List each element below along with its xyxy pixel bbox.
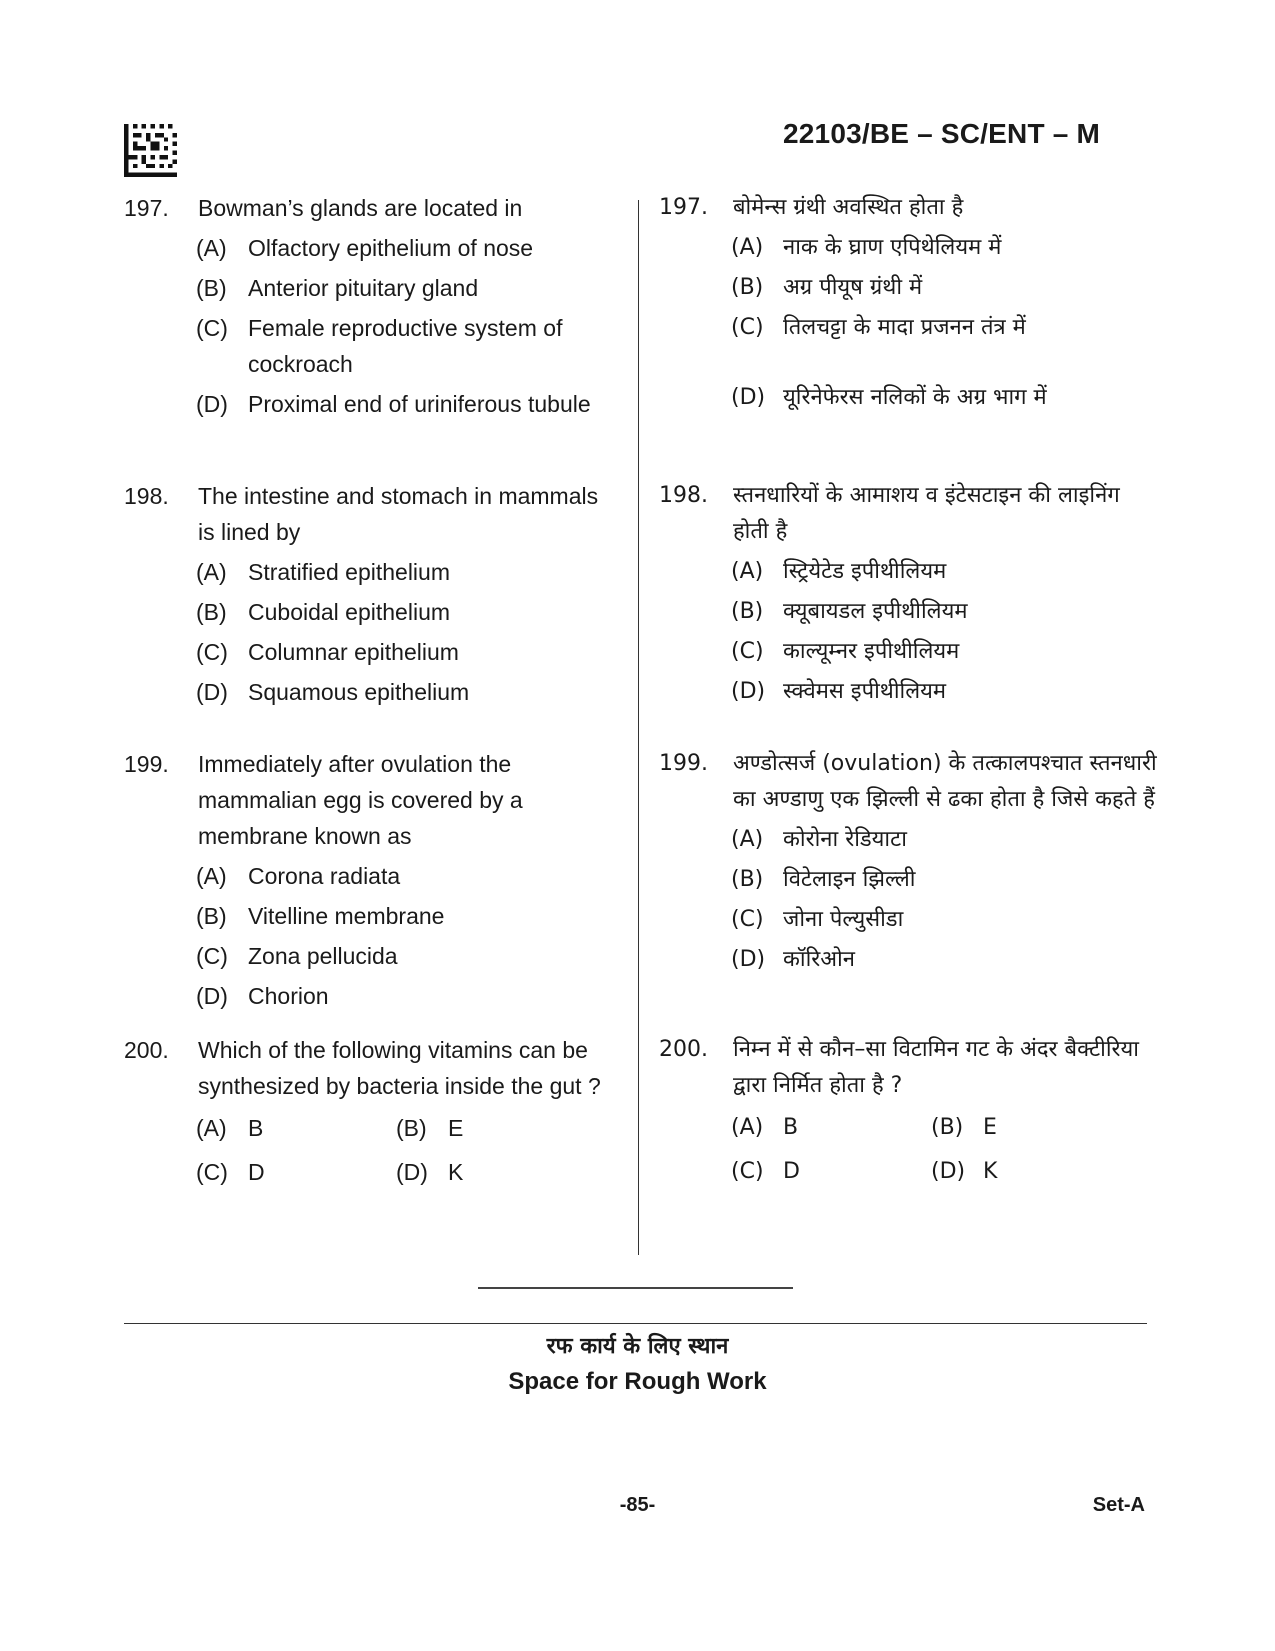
question-number: 200.: [124, 1037, 169, 1063]
option-c: (C) काल्यूम्नर इपीथीलियम: [731, 639, 960, 664]
question-text: स्तनधारियों के आमाशय व इंटेसटाइन की लाइनिंग होती है: [733, 483, 1120, 544]
option-b: (B) Vitelline membrane: [196, 903, 445, 929]
option-c: (C) जोना पेल्युसीडा: [731, 907, 904, 932]
rough-work-heading-hindi: रफ कार्य के लिए स्थान: [546, 1334, 729, 1359]
column-divider: [638, 200, 639, 1255]
option-a: (A) कोरोना रेडियाटा: [731, 827, 907, 852]
question-197-hi: [659, 190, 1159, 416]
rough-work-heading-english: Space for Rough Work: [508, 1368, 767, 1395]
question-text: Bowman’s glands are located in: [198, 195, 523, 221]
question-number: 200.: [659, 1037, 708, 1062]
option-a: (A) नाक के घ्राण एपिथेलियम में: [731, 235, 1002, 260]
question-number: 198.: [124, 483, 169, 509]
option-b: (B) विटेलाइन झिल्ली: [731, 867, 916, 892]
option-d: (D) यूरिनेफेरस नलिकों के अग्र भाग में: [731, 385, 1047, 410]
option-d: (D) Proximal end of uriniferous tubule: [196, 391, 591, 417]
option-a: (A) B: [731, 1115, 799, 1140]
question-number: 197.: [659, 195, 708, 220]
option-b: (B) Anterior pituitary gland: [196, 275, 479, 301]
option-d: (D) Squamous epithelium: [196, 679, 470, 705]
question-199-en: [124, 746, 614, 1014]
question-199-hi: [659, 746, 1159, 978]
option-b: (B) E: [396, 1115, 464, 1141]
qr-code-icon: [124, 124, 177, 177]
option-d: (D) K: [396, 1159, 464, 1185]
option-c: (C) D: [731, 1159, 800, 1184]
question-200-en: [124, 1032, 614, 1190]
option-a: (A) Corona radiata: [196, 863, 401, 889]
option-b: (B) Cuboidal epithelium: [196, 599, 451, 625]
option-c: (C) Zona pellucida: [196, 943, 398, 969]
question-198-en: [124, 478, 614, 710]
end-of-questions-rule: [478, 1287, 793, 1289]
question-text: Immediately after ovulation the mammalian egg is covered by a membrane known as: [198, 751, 523, 849]
option-d: (D) Chorion: [196, 983, 329, 1009]
option-d: (D) स्क्वेमस इपीथीलियम: [731, 679, 947, 704]
page-number: -85-: [619, 1494, 656, 1516]
paper-code: 22103/BE – SC/ENT – M: [783, 118, 1100, 149]
question-text: अण्डोत्सर्ज (ovulation) के तत्कालपश्चात स्तनधारी का अण्डाणु एक झिल्ली से ढका होता है जिसे कहते हैं: [733, 751, 1157, 812]
option-a: (A) Stratified epithelium: [196, 559, 450, 585]
option-b: (B) क्यूबायडल इपीथीलियम: [731, 599, 968, 624]
option-c: (C) तिलचट्टा के मादा प्रजनन तंत्र में: [731, 315, 1026, 340]
question-text: Which of the following vitamins can be synthesized by bacteria inside the gut ?: [198, 1037, 601, 1099]
option-a: (A) B: [196, 1115, 264, 1141]
set-label: Set-A: [1092, 1494, 1145, 1516]
option-b: (B) E: [931, 1115, 997, 1140]
option-a: (A) स्ट्रियेटेड इपीथीलियम: [731, 559, 947, 584]
option-c: (C) Columnar epithelium: [196, 639, 459, 665]
question-200-hi: [659, 1032, 1159, 1190]
question-number: 199.: [659, 751, 708, 776]
question-number: 199.: [124, 751, 169, 777]
option-d: (D) K: [931, 1159, 998, 1184]
option-a: (A) Olfactory epithelium of nose: [196, 235, 534, 261]
question-number: 197.: [124, 195, 169, 221]
option-c: (C) Female reproductive system of cockroach: [196, 315, 563, 377]
question-198-hi: [659, 478, 1159, 710]
option-d: (D) कॉरिओन: [731, 947, 856, 972]
question-197-en: [124, 190, 614, 422]
option-b: (B) अग्र पीयूष ग्रंथी में: [731, 275, 923, 300]
option-c: (C) D: [196, 1159, 265, 1185]
question-text: निम्न में से कौन–सा विटामिन गट के अंदर बैक्टीरिया द्वारा निर्मित होता है ?: [733, 1037, 1140, 1098]
rough-work-divider: [124, 1323, 1147, 1324]
question-number: 198.: [659, 483, 708, 508]
question-text: The intestine and stomach in mammals is lined by: [198, 483, 599, 545]
question-text: बोमेन्स ग्रंथी अवस्थित होता है: [733, 195, 964, 220]
